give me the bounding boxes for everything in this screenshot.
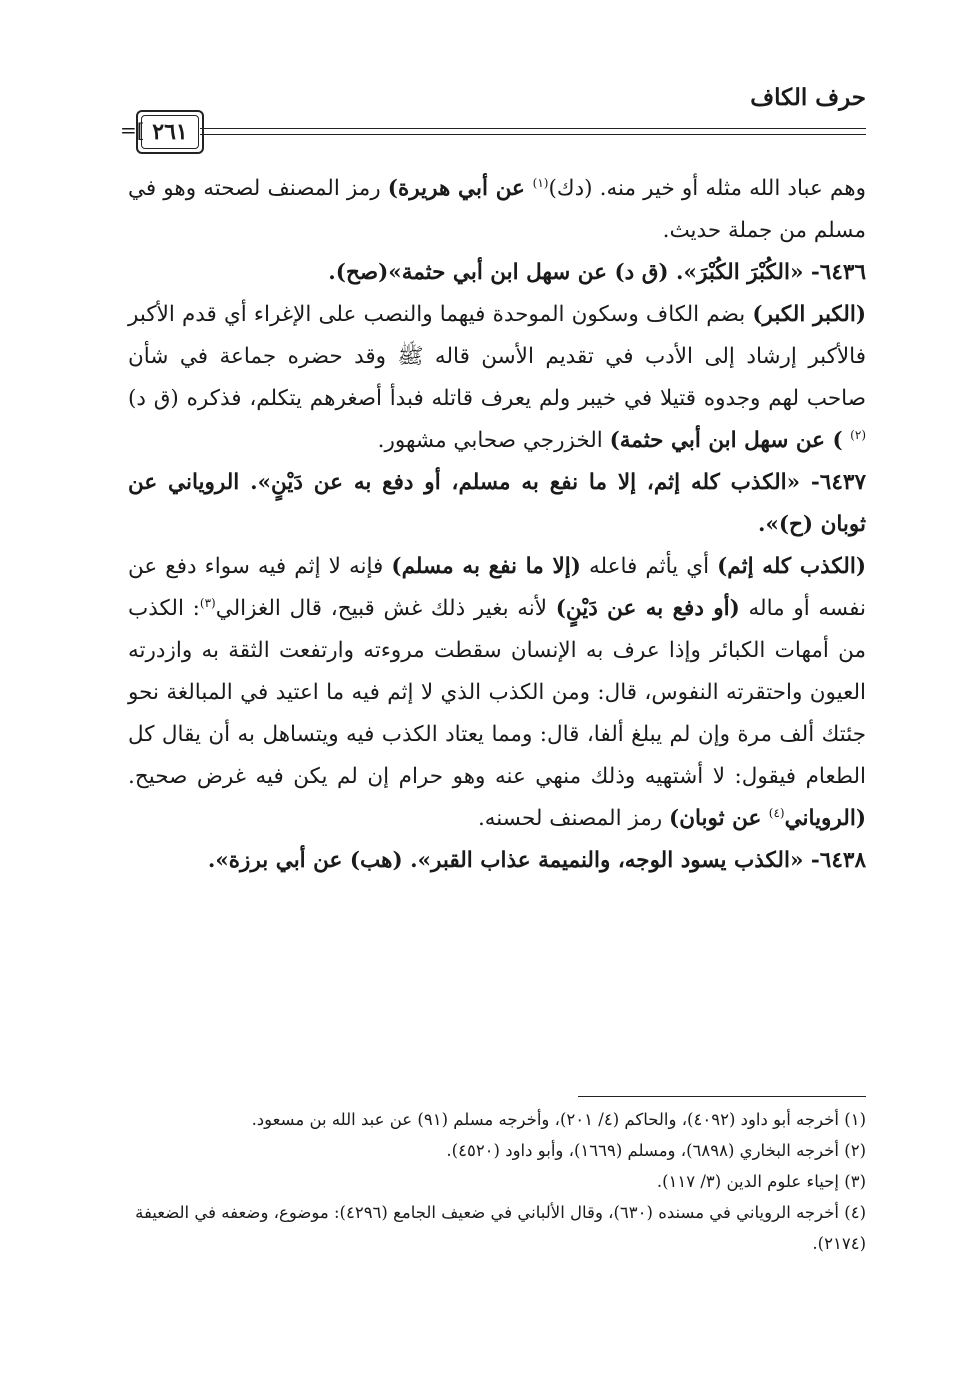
commentary-paragraph: وهم عباد الله مثله أو خير منه. (دك)$^{(١)}$ عن أبي هريرة) رمز المصنف لصحته وهو في مسلم من جملة حديث. xyxy=(128,175,867,243)
footnote-ref: (٢) xyxy=(850,427,866,442)
footnote-2: (٢) أخرجه البخاري (٦٨٩٨)، ومسلم (١٦٦٩)، وأبو داود (٤٥٢٠). xyxy=(446,1141,866,1160)
hadith-entry-6438: ٦٤٣٨- «الكذب يسود الوجه، والنميمة عذاب القبر». (هب) عن أبي برزة». xyxy=(207,848,866,873)
commentary-paragraph: (الكذب كله إثم) أي يأثم فاعله (إلا ما نفع به مسلم) فإنه لا إثم فيه سواء دفع عن نفسه أو ماله (أو دفع به عن دَيْنٍ) لأنه بغير ذلك غش قبيح، قال الغزالي$^{(٣)}$: الكذب من أمهات الكبائر وإذا عرف به الإنسان سقطت مروءته وارتفعت الثقة به وازدرته العيون واحتقرته النفوس، قال: ومن الكذب الذي لا إثم فيه ما اعتيد في المبالغة نحو جئتك ألف مرة وإن لم يبلغ ألفا، قال: ومما يعتاد الكذب فيه ويتساهل به أن يقال كل الطعام فيقول: لا أشتهيه وذلك منهي عنه وهو حرام إن لم يكن فيه غرض صحيح. (الروياني$^{(٤)}$ عن ثوبان) رمز المصنف لحسنه. xyxy=(128,554,866,831)
footnote-ref: (١) xyxy=(532,175,549,190)
hadith-entry-6437: ٦٤٣٧- «الكذب كله إثم، إلا ما نفع به مسلم، أو دفع به عن دَيْنٍ». الروياني عن ثوبان (ح)». xyxy=(128,470,866,537)
footnote-3: (٣) إحياء علوم الدين (٣/ ١١٧). xyxy=(656,1172,866,1191)
footnote-4: (٤) أخرجه الروياني في مسنده (٦٣٠)، وقال الألباني في ضعيف الجامع (٤٢٩٦): موضوع، وضعفه في الضعيفة (٢١٧٤). xyxy=(135,1203,866,1253)
main-text xyxy=(128,168,866,882)
footnote-separator xyxy=(578,1096,866,1097)
header-rule xyxy=(200,128,866,129)
running-title: حرف الكاف xyxy=(750,84,866,111)
header-rule xyxy=(200,134,866,135)
hadith-entry-6436: ٦٤٣٦- «الكُبْرَ الكُبْرَ». (ق د) عن سهل ابن أبي حثمة»(صح). xyxy=(328,260,866,285)
page-number: ٢٦١ xyxy=(136,110,204,154)
header-ornament: =[ xyxy=(120,118,145,142)
footnote-1: (١) أخرجه أبو داود (٤٠٩٢)، والحاكم (٤/ ٢٠١)، وأخرجه مسلم (٩١) عن عبد الله بن مسعود. xyxy=(251,1110,866,1129)
commentary-paragraph: (الكبر الكبر) بضم الكاف وسكون الموحدة فيهما والنصب على الإغراء أي قدم الأكبر فالأكبر إرشاد إلى الأدب في تقديم الأسن قاله ﷺ وقد حضره جماعة في شأن صاحب لهم وجدوه قتيلا في خيبر ولم يعرف قاتله فبدأ أصغرهم يتكلم، فذكره (ق د)$^{(٢)}$ ) عن سهل ابن أبي حثمة) الخزرجي صحابي مشهور. xyxy=(128,302,867,453)
footnotes xyxy=(128,1104,866,1259)
footnote-ref: (٤) xyxy=(768,805,785,820)
footnote-ref: (٣) xyxy=(199,595,216,610)
